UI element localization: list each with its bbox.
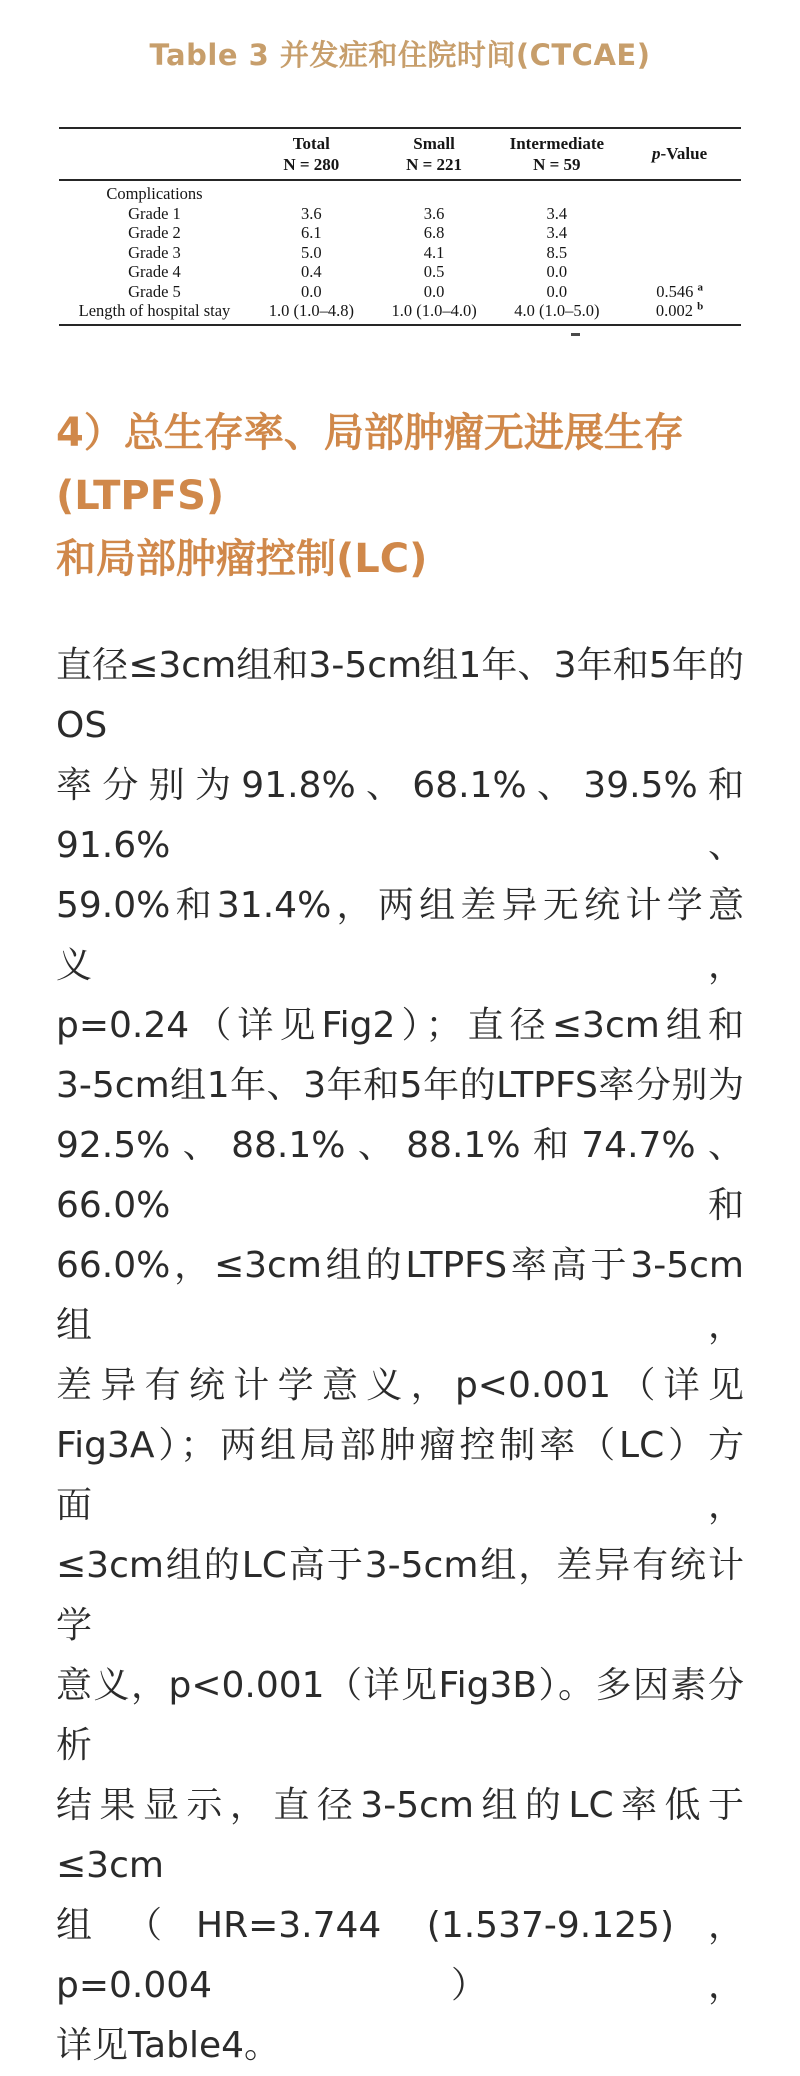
paragraph-line: 直径≤3cm组和3-5cm组1年、3年和5年的OS: [56, 644, 744, 746]
paragraph-line: Fig3A）；两组局部肿瘤控制率（LC）方面，: [56, 1424, 744, 1526]
cell-small: 0.0: [423, 281, 445, 301]
cell-intermediate: 0.0: [546, 281, 568, 301]
header-pvalue: p-Value: [618, 128, 741, 180]
cell-pvalue: [618, 180, 741, 204]
paragraph-line: p=0.24（详见Fig2）；直径≤3cm组和: [56, 1004, 744, 1046]
cell-total: 3.6: [301, 203, 322, 223]
header-intermediate: Intermediate N = 59: [495, 128, 618, 180]
cell-pvalue: 0.002 $^b$: [655, 300, 704, 321]
paragraph-line: 66.0%，≤3cm组的LTPFS率高于3-5cm组，: [56, 1244, 744, 1346]
cell-pvalue: [618, 224, 741, 243]
table-3: [59, 127, 741, 326]
cell-small: 1.0 (1.0–4.0): [391, 301, 477, 321]
table-row: [59, 180, 741, 204]
table-header-row: [59, 128, 741, 180]
row-label: Grade 5: [128, 281, 181, 301]
cell-intermediate: 3.4: [546, 203, 568, 223]
table-header: [59, 128, 741, 180]
cell-total: 0.0: [301, 281, 322, 301]
cell-small: 3.6: [423, 203, 445, 223]
header-small: Small N = 221: [373, 128, 496, 180]
header-empty: [59, 128, 250, 180]
cell-total: 0.4: [301, 262, 322, 282]
cell-total: 6.1: [301, 223, 322, 243]
row-label: Length of hospital stay: [78, 301, 231, 321]
cell-total: [250, 180, 373, 204]
cell-intermediate: 0.0: [546, 262, 568, 282]
footnote-sup-b: b: [697, 300, 704, 313]
cell-intermediate: [495, 180, 618, 204]
paragraph-line: 59.0%和31.4%，两组差异无统计学意义，: [56, 884, 744, 986]
cell-pvalue: [618, 263, 741, 282]
cell-small: 6.8: [423, 223, 445, 243]
paragraph-line: 组（HR=3.744 (1.537-9.125)，p=0.004），: [56, 1904, 744, 2006]
section-heading-line2: 和局部肿瘤控制(LC): [56, 535, 428, 582]
cell-intermediate: 3.4: [546, 223, 568, 243]
paragraph-line: 率分别为91.8%、68.1%、39.5%和91.6%、: [56, 764, 744, 866]
section-heading-line1: 4）总生存率、局部肿瘤无进展生存(LTPFS): [56, 409, 684, 519]
cell-pvalue: 0.546 $^a$: [656, 281, 703, 301]
paragraph-line: 92.5%、88.1%、88.1%和74.7%、66.0%和: [56, 1124, 744, 1226]
row-label: Grade 1: [128, 203, 181, 223]
paragraph-line: 3-5cm组1年、3年和5年的LTPFS率分别为: [56, 1064, 744, 1106]
table-row: [59, 302, 741, 324]
row-label: Grade 4: [128, 262, 181, 282]
footnote-sup-a: a: [697, 281, 703, 294]
cell-intermediate: 8.5: [546, 242, 568, 262]
cell-total: 5.0: [301, 242, 322, 262]
paragraph-line: 差异有统计学意义，p<0.001（详见: [56, 1364, 744, 1406]
complications-table: [59, 127, 741, 326]
paragraph-line: 意义，p<0.001（详见Fig3B）。多因素分析: [56, 1664, 744, 1766]
row-label: Grade 2: [128, 223, 181, 243]
table-body: [59, 180, 741, 324]
cell-intermediate: 4.0 (1.0–5.0): [514, 301, 600, 321]
cell-small: 0.5: [423, 262, 445, 282]
table-row: [59, 283, 741, 302]
table-row: [59, 224, 741, 243]
row-label: Complications: [106, 184, 203, 204]
cell-pvalue: [618, 205, 741, 224]
cell-small: 4.1: [423, 242, 445, 262]
header-total: Total N = 280: [250, 128, 373, 180]
paragraph-line: 结果显示，直径3-5cm组的LC率低于≤3cm: [56, 1784, 744, 1886]
paragraph-line: 详见Table4。: [56, 2024, 280, 2066]
cell-total: 1.0 (1.0–4.8): [268, 301, 354, 321]
table-row: [59, 205, 741, 224]
footnote-mark: [571, 333, 580, 336]
table-row: [59, 263, 741, 282]
section-heading: [56, 402, 744, 591]
row-label: Grade 3: [128, 242, 181, 262]
article-page: [0, 33, 800, 2066]
cell-small: [373, 180, 496, 204]
cell-pvalue: [618, 244, 741, 263]
paragraph-line: ≤3cm组的LC高于3-5cm组，差异有统计学: [56, 1544, 744, 1646]
table-row: [59, 244, 741, 263]
page-title: Table 3 并发症和住院时间(CTCAE): [149, 38, 651, 72]
body-paragraph: [56, 636, 744, 2076]
